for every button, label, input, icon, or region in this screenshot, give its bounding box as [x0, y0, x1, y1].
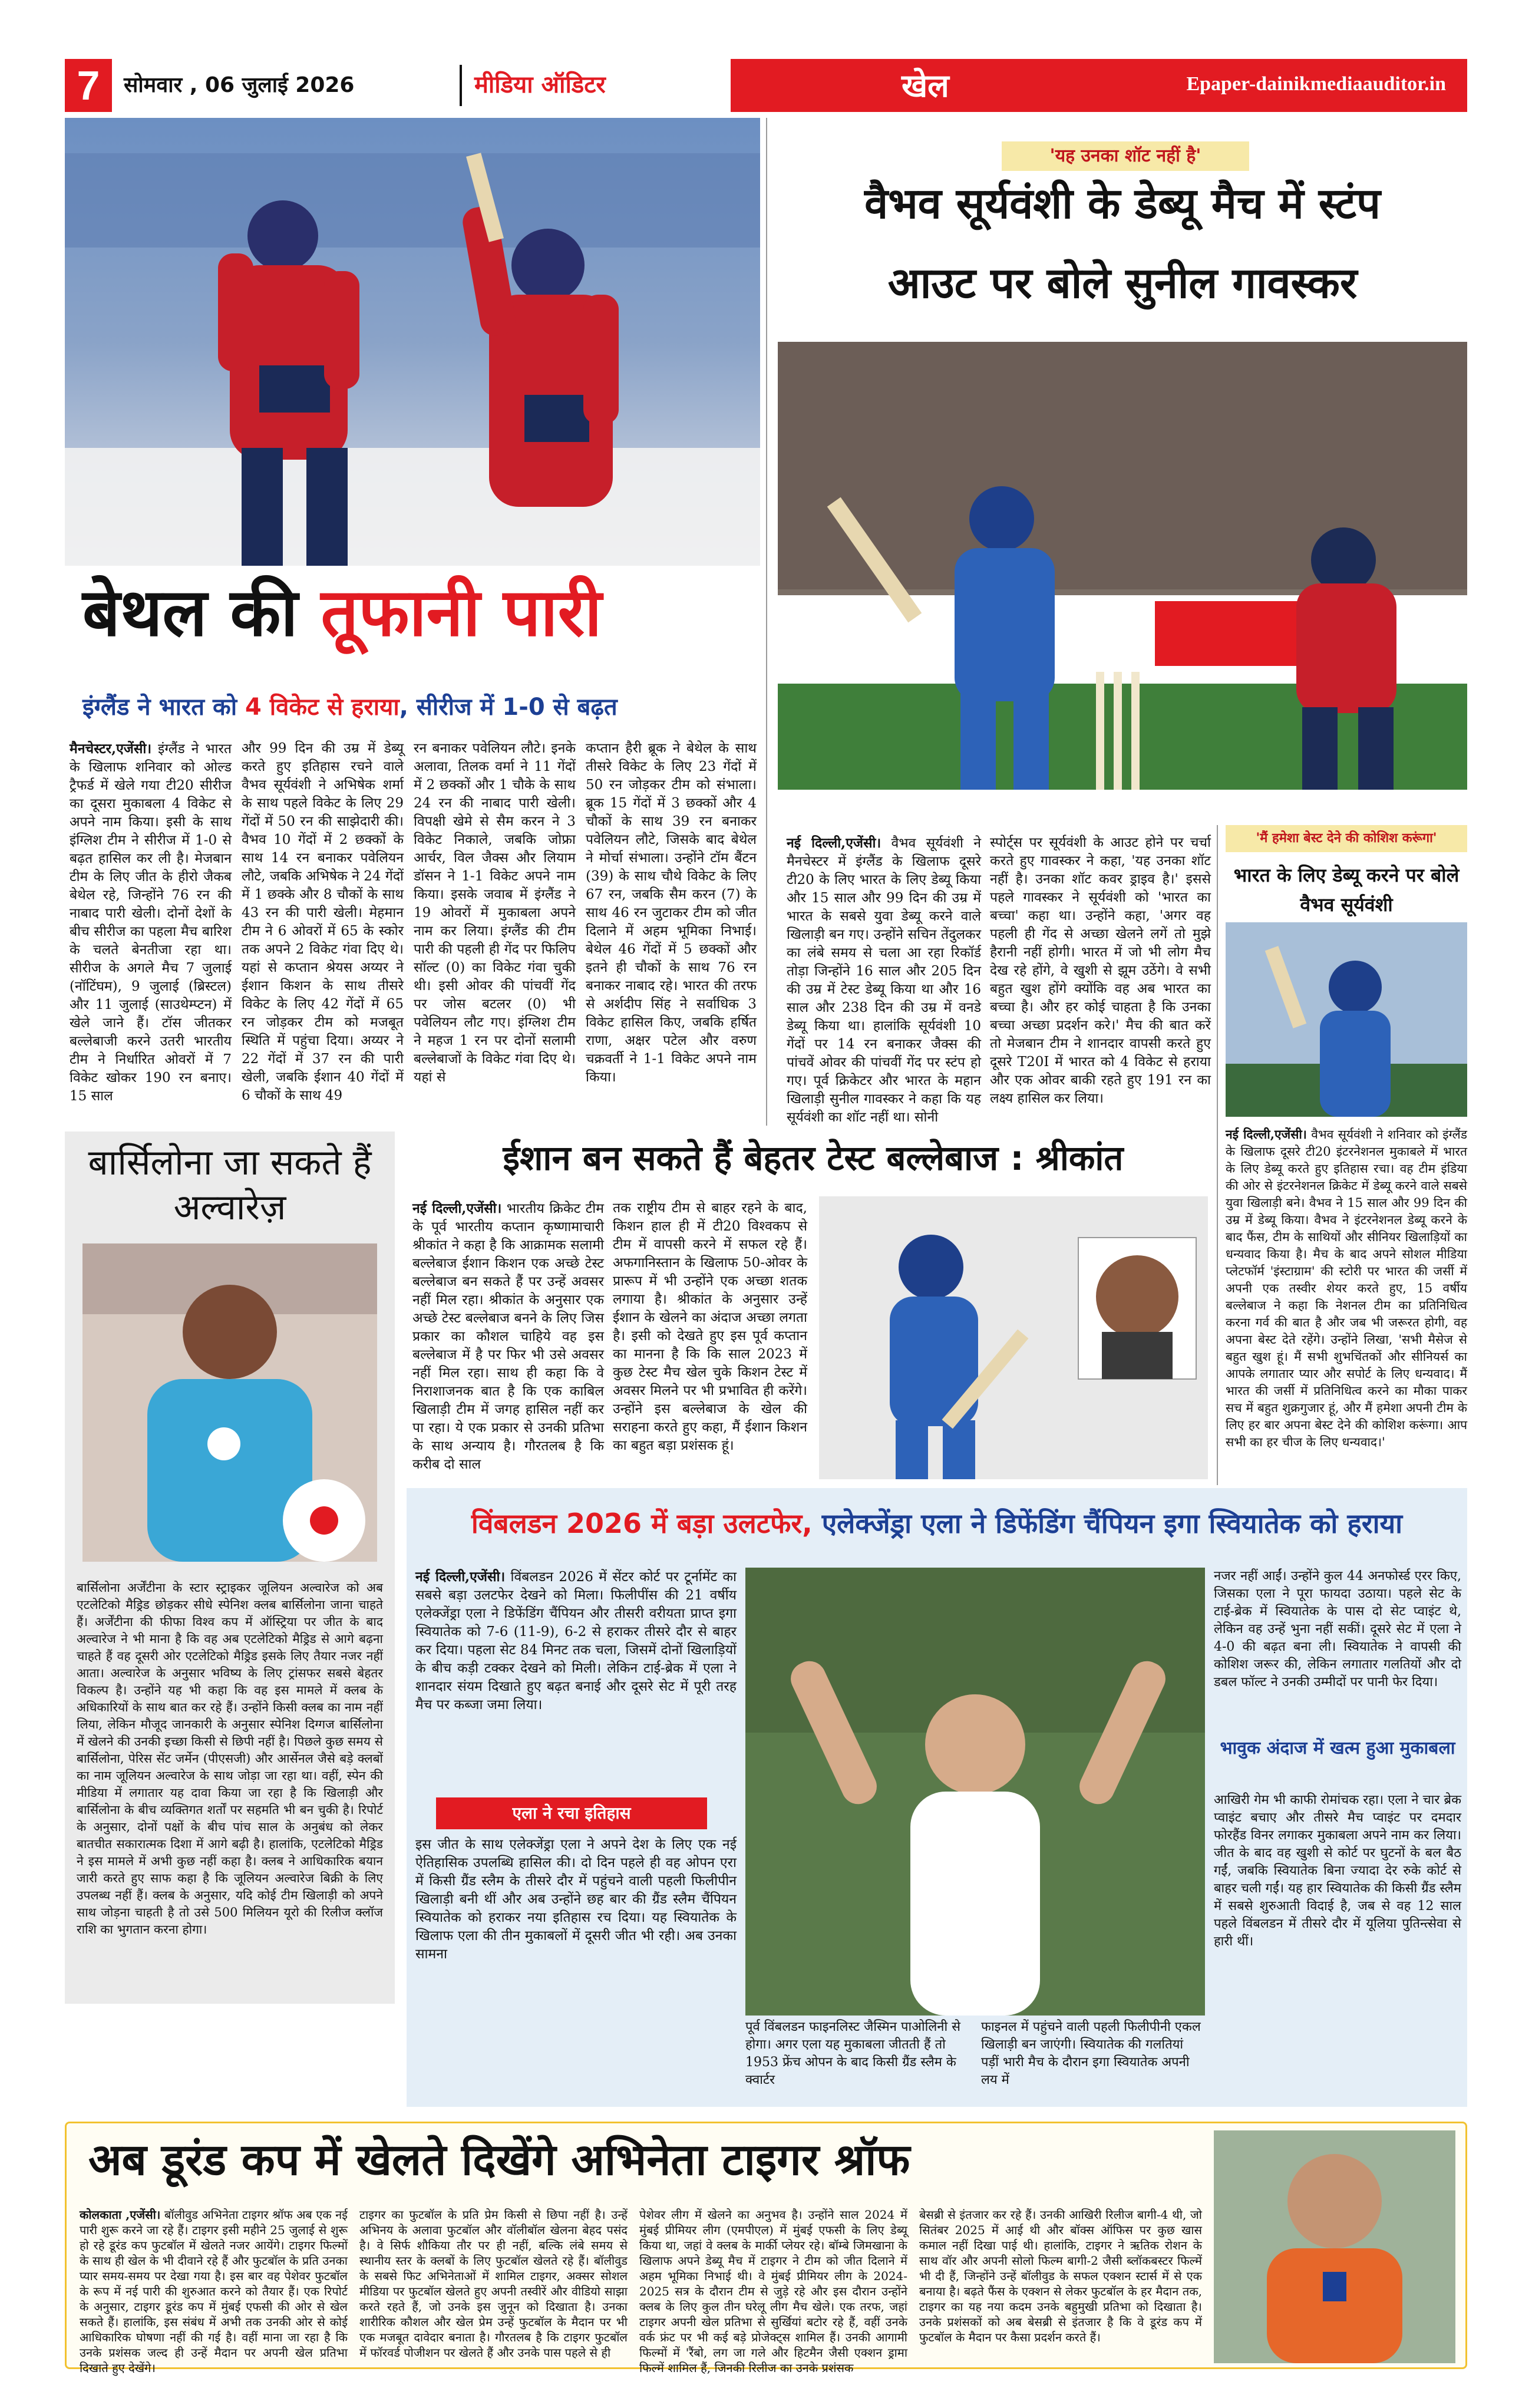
masthead-epaper-url: Epaper-dainikmediaauditor.in — [1186, 73, 1446, 95]
bethell-col-1-text: इंग्लैंड ने भारत के खिलाफ शनिवार को ओल्ड ट्रैफर्ड में खेले गया टी20 सीरीज का दूसरा मुकाबला 4 विकेट से अपने नाम किया। इसी के साथ इंग्लिश टीम ने सीरीज में 1-0 से बढ़त हासिल कर ली है। मेजबान टीम के लिए जीत के हीरो जैकब बेथेल रहे, जिन्होंने 76 रन की नाबाद पारी खेली। दोनों देशों के बीच सीरीज का पहला मैच बारिश के चलते बेनतीजा रहा था। सीरीज के अगले मैच 7 जुलाई (नॉटिंघम), 9 जुलाई (ब्रिस्टल) और 11 जुलाई (साउथेम्प्टन) में खेले जाने हैं। टॉस जीतकर बल्लेबाजी करने उतरी भारतीय टीम ने निर्धारित ओवरों में 7 विकेट खोकर 190 रन बनाए। 15 साल — [70, 741, 232, 1104]
bethell-subhead-red: 4 विकेट से हराया — [245, 694, 399, 721]
srikkanth-col-2: तक राष्ट्रीय टीम से बाहर रहने के बाद, किशन हाल ही में टी20 विश्वकप से टीम में वापसी करने में सफल रहे हैं। अफगानिस्तान के खिलाफ 50-ओवर के प्रारूप में भी उन्होंने एक अच्छा शतक लगाया है। श्रीकांत के अनुसार उन्हें ईशान के खेलने का अंदाज अच्छा लगता है। इसी को देखते हुए इस पूर्व कप्तान का मानना है कि कि साल 2023 में कुछ टेस्ट मैच खेल चुके किशन टेस्ट में अवसर मिलने पर भी प्रभावित ही करेंगे। उन्होंने इस बल्लेबाज के खेल की सराहना करते हुए कहा, मैं ईशान किशन का बहुत बड़ा प्रशंसक हूं। — [613, 1200, 807, 1453]
vaibhav-quote-headline: भारत के लिए डेब्यू करने पर बोले वैभव सूर्यवंशी — [1233, 864, 1460, 916]
page-number-box: 7 — [65, 59, 112, 112]
srikkanth-col-1-text: भारतीय क्रिकेट टीम के पूर्व भारतीय कप्तान कृष्णामाचारी श्रीकांत ने कहा है कि आक्रामक सलामी बल्लेबाज ईशान किशन एक अच्छे टेस्ट बल्लेबाज बन सकते हैं पर उन्हें अवसर नहीं मिल रहा। श्रीकांत के अनुसार एक अच्छे टेस्ट बल्लेबाज बनने के लिए जिस प्रकार का कौशल चाहिये वह इस बल्लेबाज में है पर फिर भी उसे अवसर नहीं मिल रहा। साथ ही कहा कि वे निराशाजनक बात है कि एक काबिल खिलाड़ी टीम में जगह हासिल नहीं कर पा रहा। ये एक प्रकार से उनकी प्रतिभा के साथ अन्याय है। गौरतलब है कि करीब दो साल — [412, 1201, 604, 1472]
wimbledon-col-1 — [415, 1568, 737, 1792]
masthead-divider — [460, 65, 462, 106]
gavaskar-col-1-text: वैभव सूर्यवंशी ने मैनचेस्टर में इंग्लैंड के खिलाफ दूसरे टी20 के लिए भारत के लिए डेब्यू किया और 15 साल और 99 दिन की उम्र में भारत के सबसे युवा डेब्यू करने वाले खिलाड़ी बन गए। उन्होंने सचिन तेंदुलकर का लंबे समय से चला आ रहा रिकॉर्ड तोड़ा जिन्होंने 16 साल और 205 दिन की उम्र में टेस्ट डेब्यू किया था और 16 साल और 238 दिन की उम्र में वनडे डेब्यू किया था। हालांकि सूर्यवंशी 10 गेंदों पर 14 रन बनाकर जैक्स की पांचवें ओवर की पांचवीं गेंद पर स्टंप हो गए। पूर्व क्रिकेटर और भारत के महान खिलाड़ी सुनील गावस्कर ने कहा कि यह सूर्यवंशी का शॉट नहीं था। सोनी — [787, 836, 981, 1125]
gavaskar-headline-1: वैभव सूर्यवंशी के डेब्यू मैच में स्टंप — [864, 179, 1381, 228]
vaibhav-quote-dateline: नई दिल्ली,एजेंसी। — [1226, 1127, 1307, 1142]
bethell-subhead-pre: इंग्लैंड ने भारत को — [82, 694, 246, 721]
bethell-col-2: और 99 दिन की उम्र में डेब्यू करते हुए इतिहास रचने वाले वैभव सूर्यवंशी ने अभिषेक शर्मा के साथ पहले विकेट के लिए 29 गेंदों में 50 रन की साझेदारी की। वैभव 10 गेंदों में 2 छक्कों के साथ 14 रन बनाकर पवेलियन लौटे, जबकि अभिषेक ने 24 गेंदों में 1 छक्के और 8 चौकों के साथ 43 रन की पारी खेली। मेहमान टीम ने 6 ओवरों में 65 के स्कोर तक अपने 2 विकेट गंवा दिए थे। यहां से कप्तान श्रेयस अय्यर ने ईशान किशन के साथ तीसरे विकेट के लिए 42 गेंदों में 65 रन जोड़कर टीम को मजबूत स्थिति में पहुंचा दिया। अय्यर ने 22 गेंदों में 37 रन की पारी खेली, जबकि ईशान 40 गेंदों में 6 चौकों के साथ 49 — [242, 741, 404, 1103]
vaibhav-quote-photo — [1226, 922, 1467, 1117]
tiger-headline: अब डूरंड कप में खेलते दिखेंगे अभिनेता टाइगर श्रॉफ — [88, 2135, 910, 2185]
bethell-col-1 — [70, 740, 232, 1123]
gavaskar-photo-graphic — [778, 342, 1467, 790]
tiger-photo — [1214, 2130, 1455, 2363]
gavaskar-col-1 — [787, 834, 981, 1126]
alvarez-headline: बार्सिलोना जा सकते हैं अल्वारेज़ — [88, 1142, 372, 1228]
bethell-headline-black: बेथल की — [82, 575, 298, 651]
alvarez-body: बार्सिलोना अर्जेंटीना के स्टार स्ट्राइकर जूलियन अल्वारेज को अब एटलेटिको मैड्रिड छोड़कर सीधे स्पेनिश क्लब बार्सिलोना जाना चाहते हैं। अर्जेंटीना की फीफा विश्व कप में ऑस्ट्रिया पर जीत के बाद अल्वारेज ने भी माना है कि वह अब एटलेटिको मैड्रिड से आगे बढ़ना चाहते हैं वह दूसरी ओर एटलेटिको मैड्रिड इसके लिए तैयार नजर नहीं आता। अल्वारेज के अनुसार भविष्य के लिए ट्रांसफर सबसे बेहतर विकल्प है। उन्होंने यह भी कहा कि वह इस मामले में क्लब के अधिकारियों के साथ बात कर रहे हैं। उन्होंने किसी क्लब का नाम नहीं लिया, लेकिन मौजूद जानकारी के अनुसार स्पेनिश दिग्गज बार्सिलोना में खेलने की उनकी इच्छा किसी से छिपी नहीं है। पिछले कुछ समय से बार्सिलोना, पेरिस सेंट जर्मेन (पीएसजी) और आर्सेनल जैसे बड़े क्लबों का नाम जूलियन अल्वारेज के साथ जोड़ा जा रहा था। वहीं, स्पेन की मीडिया में लगातार यह दावा किया जा रहा है कि खिलाड़ी और बार्सिलोना के बीच व्यक्तिगत शर्तों पर सहमति भी बन चुकी है। रिपोर्ट के अनुसार, दोनों पक्षों के बीच पांच साल के अनुबंध को लेकर बातचीत सकारात्मक दिशा में आगे बढ़ी है। हालांकि, एटलेटिको मैड्रिड ने इस मामले में अभी कुछ नहीं कहा है। क्लब ने आधिकारिक बयान जारी करते हुए साफ कहा है कि जूलियन अल्वारेज बिक्री के लिए उपलब्ध नहीं हैं। क्लब के अनुसार, यदि कोई टीम खिलाड़ी को अपने साथ जोड़ना चाहती है तो उसे 500 मिलियन यूरो की रिलीज क्लॉज राशि का भुगतान करना होगा। — [77, 1581, 383, 1937]
bethell-col-3: रन बनाकर पवेलियन लौटे। इनके अलावा, तिलक वर्मा ने 11 गेंदों में 2 छक्कों और 1 चौके के साथ 24 रन की नाबाद पारी खेली। विपक्षी खेमे से सैम करन ने 3 विकेट निकाले, जबकि जोफ्रा आर्चर, विल जैक्स और लियाम डॉसन ने 1-1 विकेट अपने नाम किया। इसके जवाब में इंग्लैंड ने 19 ओवरों में मुकाबला अपने नाम कर लिया। इंग्लैंड की टीम पारी की पहली ही गेंद पर फिलिप सॉल्ट (0) का विकेट गंवा चुकी थी। इसी ओवर की पांचवीं गेंद पर जोस बटलर (0) भी पवेलियन लौट गए। इंग्लिश टीम ने महज 1 रन पर दोनों सलामी बल्लेबाजों के विकेट गंवा दिए थे। यहां से — [414, 741, 576, 1085]
bethell-headline — [82, 566, 760, 666]
vaibhav-quote-body-text: वैभव सूर्यवंशी ने शनिवार को इंग्लैंड के खिलाफ दूसरे टी20 इंटरनेशनल मुकाबले में भारत के लिए डेब्यू करते हुए इतिहास रचा। वह टीम इंडिया की ओर से इंटरनेशनल क्रिकेट में डेब्यू करने वाले सबसे युवा खिलाड़ी बने। वैभव ने 15 साल और 99 दिन की उम्र में डेब्यू किया। वैभव ने इंटरनेशनल डेब्यू करने के बाद फैंस, टीम के साथियों और सीनियर खिलाड़ियों का धन्यवाद किया है। मैच के बाद अपने सोशल मीडिया प्लेटफॉर्म 'इंस्टाग्राम' की स्टोरी पर भारत की जर्सी में अपनी एक तस्वीर शेयर करते हुए, 15 वर्षीय बल्लेबाज ने कहा कि नेशनल टीम का प्रतिनिधित्व करना गर्व की बात है और जब भी जरूरत होगी, वह अपना बेस्ट देते रहेंगे। उन्होंने लिखा, 'सभी मैसेज से बहुत खुश हूं। मैं सभी शुभचिंतकों और सीनियर्स का आपके लगातार प्यार और सपोर्ट के लिए धन्यवाद। मैं भारत की जर्सी में प्रतिनिधित्व करने का मौका पाकर सच में बहुत शुक्रगुजार हूं, और मैं हमेशा अपनी टीम के लिए हर बार अपना बेस्ट देने की कोशिश करूंगा। आप सभी का हर चीज के लिए धन्यवाद।' — [1226, 1127, 1467, 1449]
bethell-subhead-post: , सीरीज में 1-0 से बढ़त — [399, 694, 618, 721]
column-rule — [766, 118, 767, 1126]
bethell-photo — [65, 118, 760, 566]
tiger-col-3: पेशेवर लीग में खेलने का अनुभव है। उन्होंने साल 2024 में मुंबई प्रीमियर लीग (एमपीएल) में मुंबई एफसी के लिए डेब्यू किया था, जहां वे क्लब के मार्की प्लेयर रहे। बॉम्बे जिमखाना के खिलाफ अपने डेब्यू मैच में टाइगर ने टीम को जीत दिलाने में अहम भूमिका निभाई थी। वे मुंबई प्रीमियर लीग के 2024-2025 सत्र के दौरान टीम से जुड़े रहे और इस दौरान उन्होंने क्लब के लिए कुल तीन घरेलू लीग मैच खेले। एक तरफ, जहां टाइगर अपनी खेल प्रतिभा से सुर्खियां बटोर रहे हैं, वहीं उनके वर्क फ्रंट पर भी कई बड़े प्रोजेक्ट्स शामिल हैं। उनकी आगामी फिल्मों में 'रैंबो, लग जा गले और हिटमैन जैसी एक्शन ड्रामा फिल्में शामिल हैं, जिनकी रिलीज का उनके प्रशंसक — [639, 2208, 907, 2375]
wimbledon-photo — [745, 1568, 1205, 2016]
wimbledon-col-3b: आखिरी गेम भी काफी रोमांचक रहा। एला ने चार ब्रेक प्वाइंट बचाए और तीसरे मैच प्वाइंट पर दमदार फोरहैंड विनर लगाकर मुकाबला अपने नाम कर लिया। जीत के बाद वह खुशी से कोर्ट पर घुटनों के बल बैठ गईं, जबकि स्वियातेक बिना ज्यादा देर रुके कोर्ट से बाहर चली गईं। यह हार स्वियातेक की किसी ग्रैंड स्लैम में सबसे शुरुआती विदाई है, जब से वह 12 साल पहले विंबलडन में तीसरे दौर में यूलिया पुतिन्त्सेवा से हारी थीं। — [1214, 1793, 1461, 1949]
vaibhav-quote-body — [1226, 1126, 1467, 1479]
bethell-headline-red: तूफानी पारी — [321, 575, 602, 651]
tiger-dateline: कोलकाता ,एजेंसी। — [80, 2208, 161, 2222]
wimbledon-col-3: नजर नहीं आईं। उन्होंने कुल 44 अनफोर्स्ड एरर किए, जिसका एला ने पूरा फायदा उठाया। पहले सेट के टाई-ब्रेक में स्वियातेक के पास दो सेट प्वाइंट थे, लेकिन वह उन्हें भुना नहीं सकीं। दूसरे सेट में एला ने 4-0 की बढ़त बना ली। स्वियातेक ने वापसी की कोशिश जरूर की, लेकिन लगातार गलतियों और दो डबल फॉल्ट ने उनकी उम्मीदों पर पानी फेर दिया। — [1214, 1569, 1461, 1690]
alvarez-photo — [82, 1243, 377, 1562]
wimbledon-dateline: नई दिल्ली,एजेंसी। — [415, 1569, 506, 1585]
srikkanth-photo-graphic — [819, 1196, 1208, 1479]
bethell-subhead — [82, 690, 760, 727]
masthead-section: खेल — [902, 67, 949, 104]
alvarez-photo-graphic — [82, 1243, 377, 1562]
bethell-dateline: मैनचेस्टर,एजेंसी। — [70, 741, 152, 757]
gavaskar-headline-2: आउट पर बोले सुनील गावस्कर — [887, 258, 1358, 308]
wimbledon-sub-label-2: भावुक अंदाज में खत्म हुआ मुकाबला — [1220, 1738, 1455, 1759]
masthead — [65, 59, 1467, 112]
wimbledon-headline-blue: एलेक्जेंड्रा एला ने डिफेंडिंग चैंपियन इगा स्वियातेक को हराया — [812, 1508, 1403, 1539]
srikkanth-col-1 — [412, 1199, 604, 1479]
tiger-col-2: टाइगर का फुटबॉल के प्रति प्रेम किसी से छिपा नहीं है। उन्हें अभिनय के अलावा फुटबॉल और वॉलीबॉल खेलना बेहद पसंद है। वे सिर्फ शौकिया तौर पर ही नहीं, बल्कि लंबे समय से स्थानीय स्तर के क्लबों के लिए फुटबॉल खेलते रहे हैं। बॉलीवुड के सबसे फिट अभिनेताओं में शामिल टाइगर, अक्सर सोशल मीडिया पर फुटबॉल खेलते हुए अपनी तस्वीरें और वीडियो साझा करते रहते हैं, जो उनके इस जुनून को दिखाता है। उनका शारीरिक कौशल और खेल प्रेम उन्हें फुटबॉल के मैदान पर भी एक मजबूत दावेदार बनाता है। गौरतलब है कि टाइगर फुटबॉल में फॉरवर्ड पोजीशन पर खेलते हैं और उनके पास पहले से ही — [359, 2208, 628, 2360]
wimbledon-photo-graphic — [745, 1568, 1205, 2016]
srikkanth-headline: ईशान बन सकते हैं बेहतर टेस्ट बल्लेबाज : श्रीकांत — [503, 1138, 1124, 1178]
bethell-col-4: कप्तान हैरी ब्रूक ने बेथेल के साथ तीसरे विकेट के लिए 23 गेंदों में 50 रन जोड़कर टीम को संभाला। ब्रूक 15 गेंदों में 3 छक्कों और 4 चौकों के साथ 39 रन बनाकर पवेलियन लौटे, जिसके बाद बेथेल ने मोर्चा संभाला। उन्होंने टॉम बैंटन (39) के साथ चौथे विकेट के लिए 67 रन, जबकि सैम करन (7) के साथ 46 रन जुटाकर टीम को जीत दिलाने में अहम भूमिका निभाई। बेथेल 46 गेंदों में 5 छक्कों और इतने ही चौकों के साथ 76 रन बनाकर नाबाद रहे। भारत की तरफ से अर्शदीप सिंह ने सर्वाधिक 3 विकेट हासिल किए, जबकि हर्षित राणा, अक्षर पटेल और वरुण चक्रवर्ती ने 1-1 विकेट अपने नाम किया। — [586, 741, 757, 1085]
column-rule — [1217, 825, 1218, 1485]
tiger-col-4: बेसब्री से इंतजार कर रहे हैं। उनकी आखिरी रिलीज बागी-4 थी, जो सितंबर 2025 में आई थी और बॉक्स ऑफिस पर कुछ खास कमाल नहीं दिखा पाई थी। हालांकि, टाइगर ने ऋतिक रोशन के साथ वॉर और अपनी सोलो फिल्म बागी-2 जैसी ब्लॉकबस्टर फिल्में भी दी हैं, जिन्होंने उन्हें बॉलीवुड के सफल एक्शन स्टार्स में से एक बनाया है। बढ़ते फैंस के एक्शन से लेकर फुटबॉल के हर मैदान तक, टाइगर का यह नया कदम उनके बहुमुखी प्रतिभा को दिखाता है। उनके प्रशंसकों को अब बेसब्री से इंतजार है कि वे डूरंड कप में फुटबॉल के मैदान पर कैसा प्रदर्शन करते हैं। — [919, 2208, 1202, 2344]
wimbledon-sub-label: एला ने रचा इतिहास — [436, 1797, 707, 1829]
srikkanth-photo — [819, 1196, 1208, 1479]
gavaskar-col-2: स्पोर्ट्स पर सूर्यवंशी के आउट होने पर चर्चा करते हुए गावस्कर ने कहा, 'यह उनका शॉट नहीं है। उनका शॉट कवर ड्राइव है।' इससे पहले गावस्कर ने सूर्यवंशी को 'भारत का बच्चा' कहा था। उन्होंने कहा, 'अगर वह पहली ही गेंद से अच्छा खेलने लगें तो मुझे हैरानी नहीं होगी। भारत में जो भी लोग मैच देख रहे होंगे, वे खुशी से झूम उठेंगे। वे सभी बहुत खुश होंगे क्योंकि वह अब भारत का बच्चा है। और हर कोई चाहता है कि उनका बच्चा अच्छा प्रदर्शन करे।' मैच की बात करें तो मेजबान टीम ने शानदार वापसी करते हुए दूसरे T20I में भारत को 4 विकेट से हराया और एक ओवर बाकी रहते हुए 191 रन का लक्ष्य हासिल कर लिया। — [990, 835, 1211, 1106]
tiger-col-1-text: बॉलीवुड अभिनेता टाइगर श्रॉफ अब एक नई पारी शुरू करने जा रहे हैं। टाइगर इसी महीने 25 जुलाई से शुरू हो रहे डूरंड कप फुटबॉल में खेलते नजर आयेंगे। टाइगर फिल्मों के साथ ही खेल के भी दीवाने रहे हैं और फुटबॉल के प्रति उनका प्यार समय-समय पर देखा गया है। इस बार वह पेशेवर फुटबॉल के रूप में नई पारी की शुरुआत करने को तैयार हैं। एक रिपोर्ट के अनुसार, टाइगर डूरंड कप में मुंबई एफसी की ओर से खेल सकते हैं। हालांकि, इस संबंध में अभी तक उनकी ओर से कोई आधिकारिक घोषणा नहीं की गई है। वहीं माना जा रहा है कि उनके प्रशंसक जल्द ही उन्हें मैदान पर अपनी खेल प्रतिभा दिखाते हुए देखेंगे। — [80, 2208, 348, 2375]
tiger-col-1 — [80, 2207, 348, 2375]
gavaskar-kicker: 'यह उनका शॉट नहीं है' — [1002, 141, 1249, 171]
vaibhav-quote-photo-graphic — [1226, 922, 1467, 1117]
masthead-date: सोमवार , 06 जुलाई 2026 — [124, 73, 355, 97]
wimbledon-photo-caption-1: पूर्व विंबलडन फाइनलिस्ट जैस्मिन पाओलिनी से होगा। अगर एला यह मुकाबला जीतती हैं तो 1953 फ्रेंच ओपन के बाद किसी ग्रैंड स्लैम के क्वार्टर — [745, 2020, 961, 2087]
srikkanth-dateline: नई दिल्ली,एजेंसी। — [412, 1200, 502, 1216]
tiger-photo-graphic — [1214, 2130, 1455, 2363]
gavaskar-photo — [778, 342, 1467, 790]
wimbledon-photo-caption-2: फाइनल में पहुंचने वाली पहली फिलीपीनी एकल खिलाड़ी बन जाएंगी। स्वियातेक की गलतियां पड़ीं भारी मैच के दौरान इगा स्वियातेक अपनी लय में — [981, 2020, 1201, 2087]
bethell-photo-graphic — [65, 118, 760, 566]
wimbledon-headline — [412, 1497, 1461, 1550]
gavaskar-dateline: नई दिल्ली,एजेंसी। — [787, 835, 881, 851]
masthead-paper-name: मीडिया ऑडिटर — [474, 71, 606, 98]
wimbledon-headline-red: विंबलडन 2026 में बड़ा उलटफेर, — [471, 1508, 813, 1539]
wimbledon-col-1b: इस जीत के साथ एलेक्जेंड्रा एला ने अपने देश के लिए एक नई ऐतिहासिक उपलब्धि हासिल की। दो दिन पहले ही वह ओपन एरा में किसी ग्रैंड स्लैम के तीसरे दौर में पहुंचने वाली पहली फिलीपीन खिलाड़ी बनी थीं और अब उन्होंने छह बार की ग्रैंड स्लैम चैंपियन स्वियातेक को हराकर नया इतिहास रच दिया। यह स्वियातेक के खिलाफ एला की तीन मुकाबलों में दूसरी जीत भी रही। अब उनका सामना — [415, 1837, 737, 1962]
vaibhav-quote-kicker: 'मैं हमेशा बेस्ट देने की कोशिश करूंगा' — [1226, 825, 1467, 852]
wimbledon-col-1-text: विंबलडन 2026 में सेंटर कोर्ट पर टूर्नामेंट का सबसे बड़ा उलटफेर देखने को मिला। फिलीपींस की 21 वर्षीय एलेक्जेंड्रा एला ने डिफेंडिंग चैंपियन और तीसरी वरीयता प्राप्त इगा स्वियातेक को 7-6 (11-9), 6-2 से हराकर तीसरे दौर से बाहर कर दिया। पहला सेट 84 मिनट तक चला, जिसमें दोनों खिलाड़ियों के बीच कड़ी टक्कर देखने को मिली। लेकिन टाई-ब्रेक में एला ने शानदार संयम दिखाते हुए बढ़त बनाई और दूसरे सेट में पूरी तरह मैच पर कब्जा जमा लिया। — [415, 1569, 737, 1713]
